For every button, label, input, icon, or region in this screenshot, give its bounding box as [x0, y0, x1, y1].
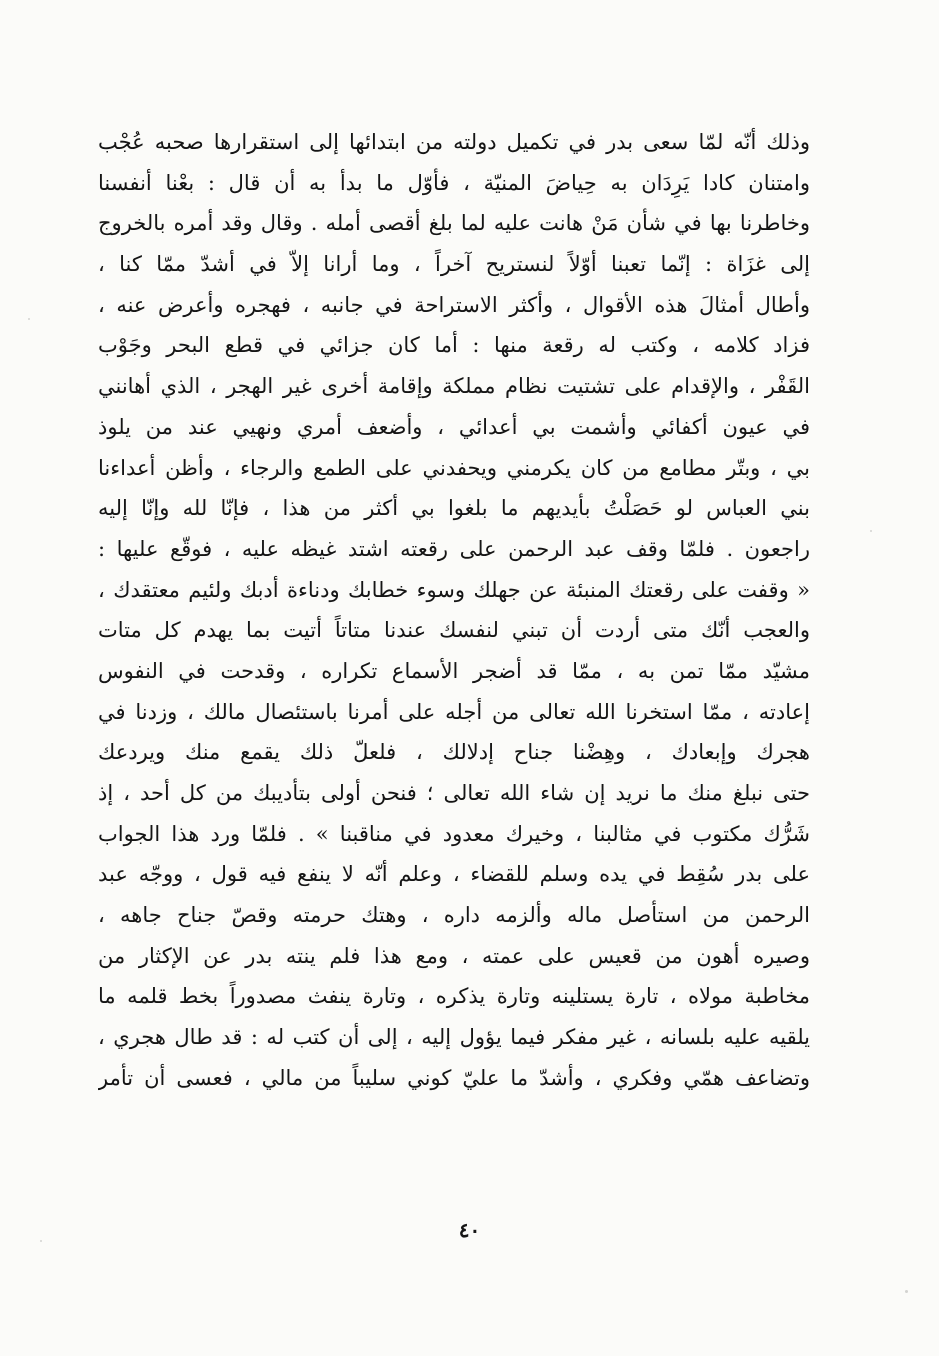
text-line: وخاطرنا بها في شأن مَنْ هانت عليه لما بلغ أقصى أمله . وقال وقد أمره بالخروج: [98, 211, 810, 236]
text-line: والعجب أنّك متى أردت أن تبني لنفسك عندنا متاتاً أتيت بما يهدم كل متات: [98, 618, 810, 643]
text-line: القَفْر ، والإقدام على تشتيت نظام مملكة وإقامة أخرى غير الهجر ، الذي أهانني: [98, 374, 810, 399]
scan-speck: [870, 530, 872, 532]
text-line: هجرك وإبعادك ، وهِضْنا جناح إدلالك ، فلعلّ ذلك يقمع منك ويردعك: [98, 740, 810, 765]
text-line: مشيّد ممّا تمن به ، ممّا قد أضجر الأسماع تكراره ، وقدحت في النفوس: [98, 658, 810, 683]
text-line: يلقيه عليه بلسانه ، غير مفكر فيما يؤول إليه ، إلى أن كتب له : قد طال هجري ،: [98, 1025, 810, 1050]
text-line: الرحمن من استأصل ماله وألزمه داره ، وهتك حرمته وقصّ جناح جاهه ،: [98, 903, 810, 928]
scan-speck: [905, 1290, 908, 1293]
scan-speck: [40, 1240, 42, 1242]
text-line: شَرُّك مكتوب في مثالبنا ، وخيرك معدود في مناقبنا » . فلمّا ورد هذا الجواب: [98, 821, 810, 846]
text-line: وامتنان كادا يَرِدَان به حِياضَ المنيّة ، فأوّل ما بدأ به أن قال : بعْنا أنفسنا: [98, 170, 810, 195]
text-line: إلى غزَاة : إنّما تعبنا أوّلاً لنستريح آخراً ، وما أرانا إلاّ في أشدّ ممّا كنا ،: [98, 252, 810, 277]
text-line: بني العباس لو حَصَلْتُ بأيديهم ما بلغوا بي أكثر من هذا ، فإنّا لله وإنّا إليه: [98, 496, 810, 521]
text-line: مخاطبة مولاه ، تارة يستلينه وتارة يذكره ، وتارة ينفث مصدوراً بخط قلمه ما: [98, 984, 810, 1009]
body-text: [98, 122, 810, 1099]
text-line: فزاد كلامه ، وكتب له رقعة منها : أما كان جزائي في قطع البحر وجَوْب: [98, 333, 810, 358]
text-line: « وقفت على رقعتك المنبئة عن جهلك وسوء خطابك ودناءة أدبك ولئيم معتقدك ،: [98, 577, 810, 602]
text-line: في عيون أكفائي وأشمت بي أعدائي ، وأضعف أمري ونهيي عند من يلوذ: [98, 414, 810, 439]
text-line: بي ، وبتّر مطامع من كان يكرمني ويحفدني على الطمع والرجاء ، وأظن أعداءنا: [98, 455, 810, 480]
text-line: على بدر سُقِط في يده وسلم للقضاء ، وعلم أنّه لا ينفع فيه قول ، ووجّه عبد: [98, 862, 810, 887]
scan-speck: [28, 318, 30, 320]
text-line: راجعون . فلمّا وقف عبد الرحمن على رقعته اشتد غيظه عليه ، فوقّع عليها :: [98, 536, 810, 561]
text-line: وأطال أمثالَ هذه الأقوال ، وأكثر الاستراحة في جانبه ، فهجره وأعرض عنه ،: [98, 292, 810, 317]
text-line: وتضاعف همّي وفكري ، وأشدّ ما عليّ كوني سليباً من مالي ، فعسى أن تأمر: [98, 1065, 810, 1090]
page-number: ٤٠: [458, 1218, 481, 1242]
text-line: إعادته ، ممّا استخرنا الله تعالى من أجله على أمرنا باستئصال مالك ، وزدنا في: [98, 699, 810, 724]
text-line: حتى نبلغ منك ما نريد إن شاء الله تعالى ؛ فنحن أولى بتأديبك من كل أحد ، إذ: [98, 781, 810, 805]
text-line: وصيره أهون من قعيس على عمته ، ومع هذا فلم ينته بدر عن الإكثار من: [98, 943, 810, 968]
text-line: وذلك أنّه لمّا سعى بدر في تكميل دولته من ابتدائها إلى استقرارها صحبه عُجْب: [98, 130, 810, 154]
